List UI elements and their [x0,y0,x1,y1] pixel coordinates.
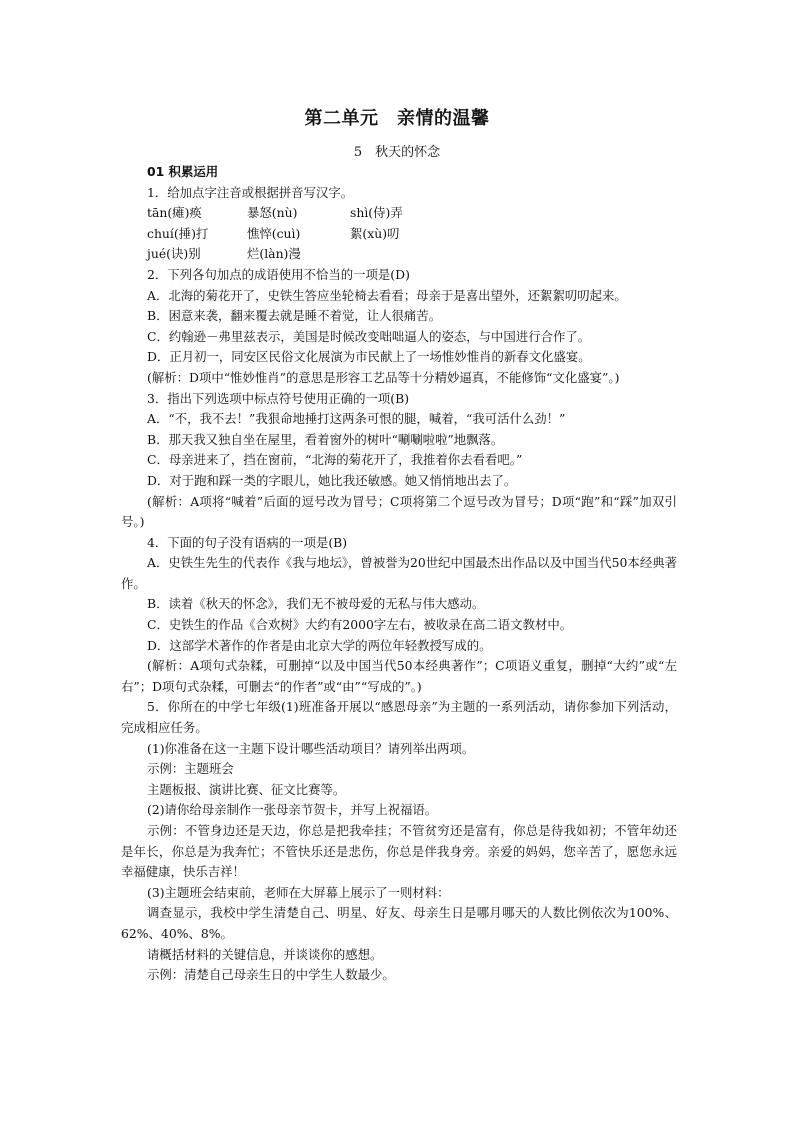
exercise-content [121,162,677,986]
lesson-title: 5 秋天的怀念 [353,145,441,160]
q2-option-b: B．困意来袭，翻来覆去就是睡不着觉，让人很痛苦。 [147,308,442,324]
q1-item: 暴怒(nù) [247,205,298,221]
q2-option-c: C．约翰逊－弗里兹表示，美国是时候改变咄咄逼人的姿态，与中国进行合作了。 [147,328,591,344]
q1-item: 憔悴(cuì) [247,225,301,241]
q3-option-b: B．那天我又独自坐在屋里，看着窗外的树叶“唰唰啦啦”地飘落。 [147,431,504,447]
q4-analysis: (解析：A项句式杂糅，可删掉“以及中国当代50本经典著作”；C项语义重复，删掉“大约”或“左右”；D项句式杂糅，可删去“的作者”或“由”“写成的”。) [121,658,677,694]
q1-item: shì(侍)弄 [350,205,403,221]
q2-stem: 2．下列各句加点的成语使用不恰当的一项是(D) [147,266,410,282]
section-heading: 01 积累运用 [147,164,219,179]
q5-part1-question: (1)你准备在这一主题下设计哪些活动项目？请列举出两项。 [147,740,475,756]
q5-part1-example: 示例：主题班会 [147,761,234,777]
q1-item: jué(诀)别 [147,246,201,262]
q3-analysis: (解析：A项将“喊着”后面的逗号改为冒号；C项将第二个逗号改为冒号；D项“跑”和“踩”加双引号。) [121,493,677,530]
q4-option-c: C．史铁生的作品《合欢树》大约有2000字左右，被收录在高二语文教材中。 [147,617,573,633]
q3-option-c: C．母亲进来了，挡在窗前，“北海的菊花开了，我推着你去看看吧。” [147,452,523,468]
q1-item: 絮(xù)叨 [350,225,400,241]
q4-stem: 4．下面的句子没有语病的一项是(B) [147,534,348,550]
q4-option-d: D．这部学术著作的作者是由北京大学的两位年轻教授写成的。 [147,637,492,653]
q1-row [121,224,677,245]
q5-part1-answer: 主题板报、演讲比赛、征文比赛等。 [147,781,346,797]
q1-stem: 1．给加点字注音或根据拼音写汉字。 [147,184,354,200]
q5-part2-answer: 示例：不管身边还是天边，你总是把我牵挂；不管贫穷还是富有，你总是待我如初；不管年幼还是年长，你总是为我奔忙；不管快乐还是悲伤，你总是伴我身旁。亲爱的妈妈，您辛苦了，愿您永远幸福健康，快乐吉祥！ [121,823,677,880]
unit-title: 第二单元 亲情的温馨 [304,108,490,129]
q1-row [121,203,677,224]
q2-option-d: D．正月初一，同安区民俗文化展演为市民献上了一场惟妙惟肖的新春文化盛宴。 [147,349,591,365]
q2-option-a: A．北海的菊花开了，史铁生答应坐轮椅去看看；母亲于是喜出望外，还絮絮叨叨起来。 [147,287,627,303]
q1-item: chuí(捶)打 [147,225,209,241]
q3-option-a: A．“不，我不去！”我狠命地捶打这两条可恨的腿，喊着，“我可活什么劲！” [147,411,566,427]
q1-item: 烂(làn)漫 [247,246,301,262]
q5-part3-question: (3)主题班会结束前，老师在大屏幕上展示了一则材料： [147,884,450,900]
q5-stem: 5．你所在的中学七年级(1)班准备开展以“感恩母亲”为主题的一系列活动，请你参加下列活动，完成相应任务。 [121,699,677,736]
q1-item: tān(瘫)痪 [147,205,202,221]
q3-option-d: D．对于跑和踩一类的字眼儿，她比我还敏感。她又悄悄地出去了。 [147,472,517,488]
q5-part3-answer: 示例：清楚自己母亲生日的中学生人数最少。 [147,967,395,983]
q1-row [121,244,677,265]
q4-option-b: B．读着《秋天的怀念》，我们无不被母爱的无私与伟大感动。 [147,596,485,612]
q4-option-a: A．史铁生先生的代表作《我与地坛》，曾被誉为20世纪中国最杰出作品以及中国当代50本经典著作。 [121,555,677,591]
q5-part2-question: (2)请你给母亲制作一张母亲节贺卡，并写上祝福语。 [147,802,438,818]
q5-part3-task: 请概括材料的关键信息，并谈谈你的感想。 [147,946,383,962]
q2-analysis: (解析：D项中“惟妙惟肖”的意思是形容工艺品等十分精妙逼真，不能修饰“文化盛宴”。) [147,369,620,385]
q3-stem: 3．指出下列选项中标点符号使用正确的一项(B) [147,390,410,406]
q5-part3-material: 调查显示，我校中学生清楚自己、明星、好友、母亲生日是哪月哪天的人数比例依次为100%、62%、40%、8%。 [121,905,677,941]
